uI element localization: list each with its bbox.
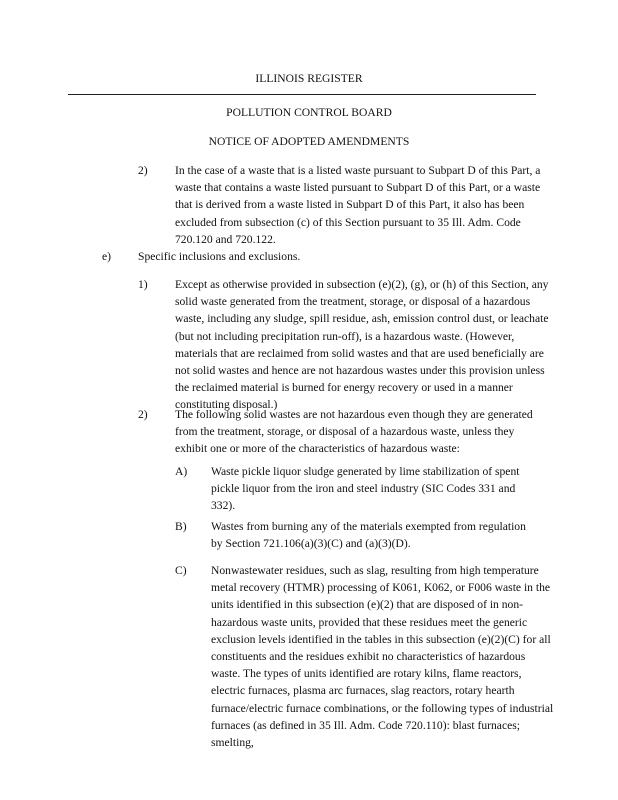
item-2-text: The following solid wastes are not hazardous even though they are generated from the treatment, storage, or disposal of a hazardous waste, unless they exhibit one or more of the characteristics of hazardous waste:: [175, 408, 533, 456]
section-e-heading: Specific inclusions and exclusions.: [138, 250, 301, 263]
item-1-text: Except as otherwise provided in subsection (e)(2), (g), or (h) of this Section, any solid waste generated from the treatment, storage, or disposal of a hazardous waste, including any sludge, spill residue, ash, emission control dust, or leachate (but not including precipitation run-off), is a hazardous waste. (However, materials that are reclaimed from solid wastes and that are used beneficially are not solid wastes and hence are not hazardous wastes under this provision unless the reclaimed material is burned for energy recovery or used in a manner constituting disposal.): [175, 278, 549, 412]
board-title: POLLUTION CONTROL BOARD: [226, 106, 392, 119]
item-2-top-text: In the case of a waste that is a listed waste pursuant to Subpart D of this Part, a waste that contains a waste listed pursuant to Subpart D of this Part, or a waste that is derived from a waste listed in Subpart D of this Part, it also has been excluded from subsection (c) of this Section pursuant to 35 Ill. Adm. Code 720.120 and 720.122.: [175, 164, 541, 246]
item-1-marker: 1): [138, 278, 148, 291]
sub-a-text: Waste pickle liquor sludge generated by lime stabilization of spent pickle liquor from the iron and steel industry (SIC Codes 331 and 332).: [211, 465, 520, 513]
item-2-top-marker: 2): [138, 164, 148, 177]
sub-c-text: Nonwastewater residues, such as slag, resulting from high temperature metal recovery (HTMR) processing of K061, K062, or F006 waste in the units identified in this subsection (e)(2) that are disposed of in non-hazardous waste units, provided that these residues meet the generic exclusion levels identified in the tables in this subsection (e)(2)(C) for all constituents and the residues exhibit no characteristics of hazardous waste. The types of units identified are rotary kilns, flame reactors, electric furnaces, plasma arc furnaces, slag reactors, rotary hearth furnace/electric furnace combinations, or the following types of industrial furnaces (as defined in 35 Ill. Adm. Code 720.110): blast furnaces; smelting,: [211, 564, 554, 750]
item-2-marker: 2): [138, 408, 148, 421]
notice-title: NOTICE OF ADOPTED AMENDMENTS: [208, 135, 410, 148]
register-title: ILLINOIS REGISTER: [255, 72, 363, 85]
sub-b-marker: B): [175, 520, 187, 533]
section-e-marker: e): [102, 250, 112, 263]
sub-c-marker: C): [175, 564, 187, 577]
sub-a-marker: A): [175, 465, 188, 478]
sub-b-text: Wastes from burning any of the materials exempted from regulation by Section 721.106(a)(3)(C) and (a)(3)(D).: [211, 520, 526, 551]
header-rule: [68, 94, 536, 95]
